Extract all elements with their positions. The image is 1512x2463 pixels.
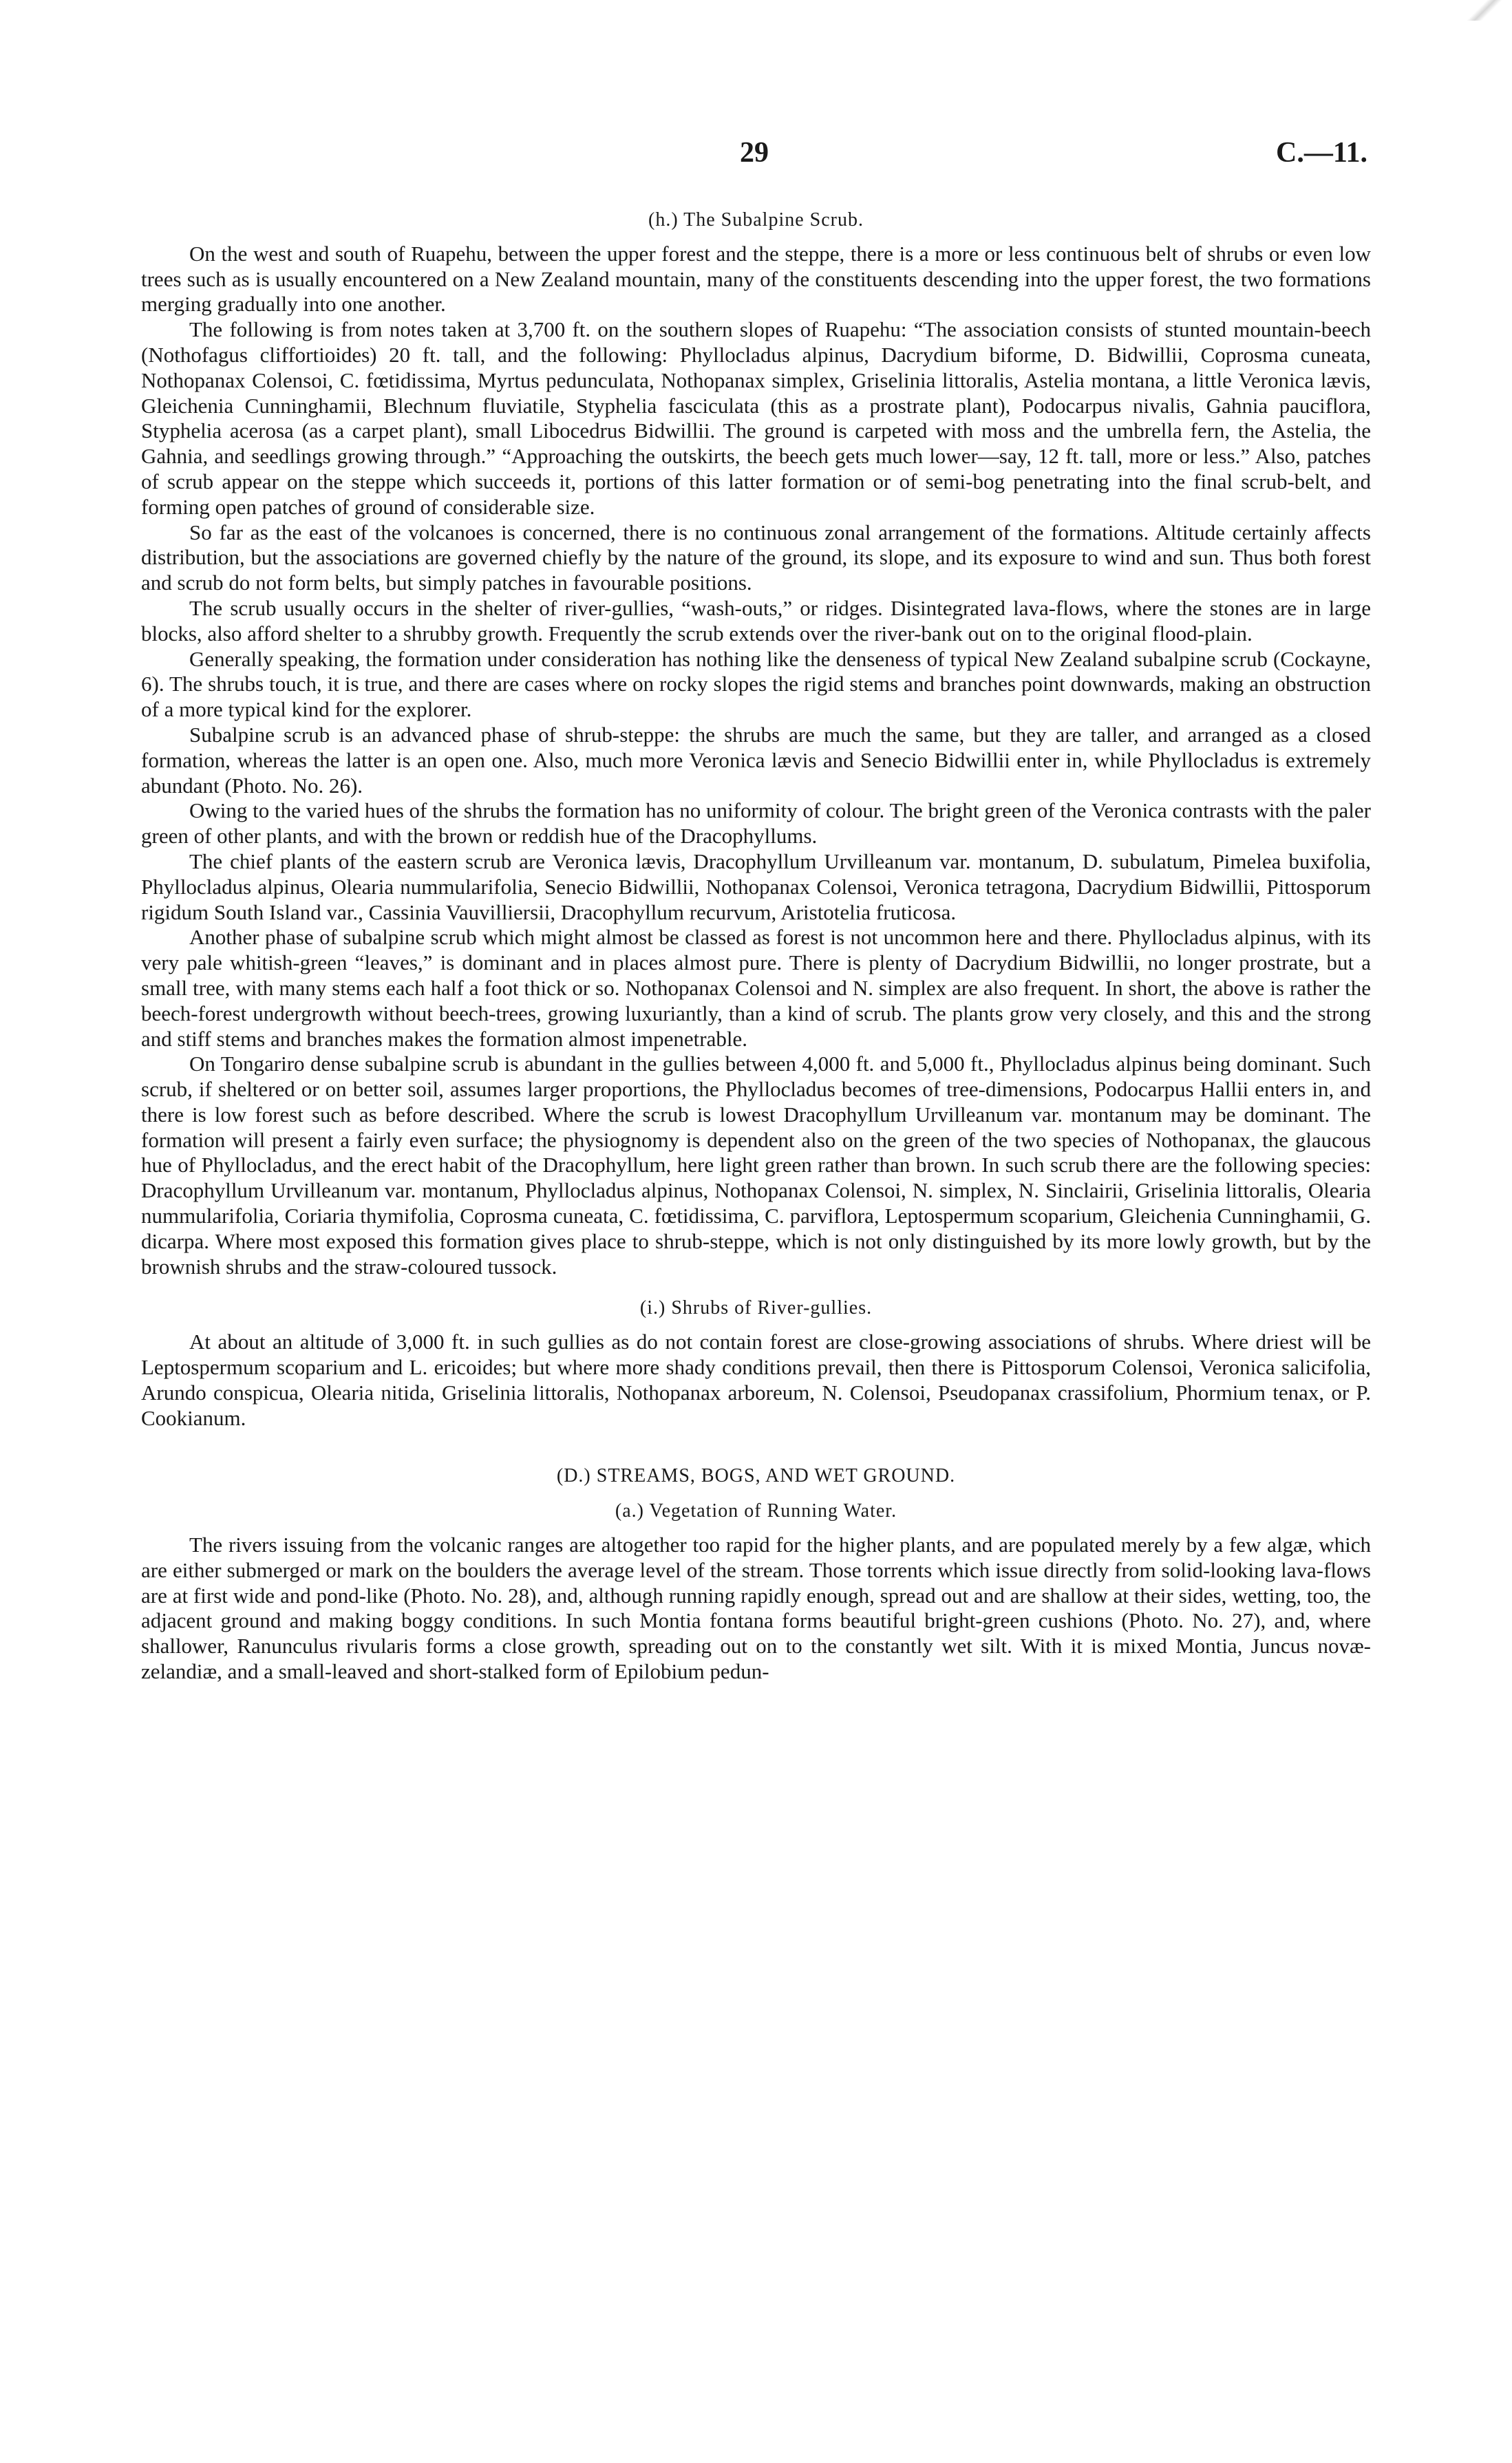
paragraph: At about an altitude of 3,000 ft. in such gullies as do not contain forest are close-growing associations of shrubs. Where driest will be Leptospermum scoparium and L. ericoides; but where more shady conditions prevail, then there is Pittosporum Colensoi, Veronica salicifolia, Arundo conspicua, Olearia nitida, Griselinia littoralis, Nothopanax arboreum, N. Colensoi, Pseudopanax crassifolium, Phormium tenax, or P. Cookianum. — [141, 1330, 1371, 1430]
paragraph: On Tongariro dense subalpine scrub is abundant in the gullies between 4,000 ft. and 5,000 ft., Phyllocladus alpinus being dominant. Such scrub, if sheltered or on better soil, assumes larger proportions, the Phyllocladus becomes of tree-dimensions, Podocarpus Hallii enters in, and there is low forest such as before described. Where the scrub is lowest Dracophyllum Urvilleanum var. montanum may be dominant. The formation will present a fairly even surface; the physiognomy is dependent also on the green of the two species of Nothopanax, the glaucous hue of Phyllocladus, and the erect habit of the Dracophyllum, here light green rather than brown. In such scrub there are the following species: Dracophyllum Urvilleanum var. montanum, Phyllocladus alpinus, Nothopanax Colensoi, N. simplex, N. Sinclairii, Griselinia littoralis, Olearia nummularifolia, Coriaria thymifolia, Coprosma cuneata, C. fœtidissima, C. parviflora, Leptospermum scoparium, Gleichenia Cunninghamii, G. dicarpa. Where most exposed this formation gives place to shrub-steppe, which is not only distinguished by its more lowly growth, but by the brownish shrubs and the straw-coloured tussock. — [141, 1052, 1371, 1279]
section-heading-running-water: (a.) Vegetation of Running Water. — [615, 1500, 897, 1522]
document-code: C.—11. — [1275, 137, 1367, 169]
scan-artifact — [1457, 0, 1512, 21]
section-heading-river-gullies: (i.) Shrubs of River-gullies. — [639, 1297, 873, 1319]
paragraph: Generally speaking, the formation under consideration has nothing like the denseness of typical New Zealand subalpine scrub (Cockayne, 6). The shrubs touch, it is true, and there are cases where on rocky slopes the rigid stems and branches point downwards, making an obstruction of a more typical kind for the explorer. — [141, 646, 1371, 722]
paragraph: The following is from notes taken at 3,700 ft. on the southern slopes of Ruapehu: “The association consists of stunted mountain-beech (Nothofagus cliffortioides) 20 ft. tall, and the following: Phyllocladus alpinus, Dacrydium biforme, D. Bidwillii, Coprosma cuneata, Nothopanax Colensoi, C. fœtidissima, Myrtus pedunculata, Nothopanax simplex, Griselinia littoralis, Astelia montana, a little Veronica lævis, Gleichenia Cunninghamii, Blechnum fluviatile, Styphelia fasciculata (this as a prostrate plant), Podocarpus nivalis, Gahnia pauciflora, Styphelia acerosa (as a carpet plant), small Libocedrus Bidwillii. The ground is carpeted with moss and the umbrella fern, the Astelia, the Gahnia, and seedlings growing through.” “Approaching the outskirts, the beech gets much lower—say, 12 ft. tall, more or less.” Also, patches of scrub appear on the steppe which succeeds it, portions of this latter formation or of semi-bog penetrating into the final scrub-belt, and forming open patches of ground of considerable size. — [141, 317, 1371, 519]
page-number: 29 — [740, 137, 769, 169]
paragraph: The rivers issuing from the volcanic ranges are altogether too rapid for the higher plants, and are populated merely by a few algæ, which are either submerged or mark on the boulders the average level of the stream. Those torrents which issue directly from solid-looking lava-flows are at first wide and pond-like (Photo. No. 28), and, although running rapidly enough, spread out and are shallow at their sides, wetting, too, the adjacent ground and making boggy conditions. In such Montia fontana forms beautiful bright-green cushions (Photo. No. 27), and, where shallower, Ranunculus rivularis forms a close growth, spreading out on to the constantly wet silt. With it is mixed Montia, Juncus novæ-zelandiæ, and a small-leaved and short-stalked form of Epilobium pedun- — [141, 1533, 1371, 1684]
paragraph: Owing to the varied hues of the shrubs the formation has no uniformity of colour. The bright green of the Veronica contrasts with the paler green of other plants, and with the brown or reddish hue of the Dracophyllums. — [141, 798, 1371, 849]
paragraph: The chief plants of the eastern scrub are Veronica lævis, Dracophyllum Urvilleanum var. montanum, D. subulatum, Pimelea buxifolia, Phyllocladus alpinus, Olearia nummularifolia, Senecio Bidwillii, Nothopanax Colensoi, Veronica tetragona, Dacrydium Bidwillii, Pittosporum rigidum South Island var., Cassinia Vauvilliersii, Dracophyllum recurvum, Aristotelia fruticosa. — [141, 849, 1371, 924]
section-heading-streams-bogs: (D.) STREAMS, BOGS, AND WET GROUND. — [556, 1465, 956, 1487]
paragraph: Another phase of subalpine scrub which might almost be classed as forest is not uncommon here and there. Phyllocladus alpinus, with its very pale whitish-green “leaves,” is dominant and in places almost pure. There is plenty of Dacrydium Bidwillii, no longer prostrate, but a small tree, with many stems each half a foot thick or so. Nothopanax Colensoi and N. simplex are also frequent. In short, the above is rather the beech-forest undergrowth without beech-trees, growing luxuriantly, than a kind of scrub. The plants grow very closely, and this and the strong and stiff stems and branches makes the formation almost impenetrable. — [141, 925, 1371, 1051]
page-body — [141, 206, 1371, 1685]
section-heading-subalpine-scrub: (h.) The Subalpine Scrub. — [648, 209, 864, 231]
paragraph: The scrub usually occurs in the shelter of river-gullies, “wash-outs,” or ridges. Disintegrated lava-flows, where the stones are in large blocks, also afford shelter to a shrubby growth. Frequently the scrub extends over the river-bank out on to the original flood-plain. — [141, 595, 1371, 646]
paragraph: On the west and south of Ruapehu, between the upper forest and the steppe, there is a more or less continuous belt of shrubs or even low trees such as is usually encountered on a New Zealand mountain, many of the constituents descending into the upper forest, the two formations merging gradually into one another. — [141, 241, 1371, 317]
paragraph: So far as the east of the volcanoes is concerned, there is no continuous zonal arrangement of the formations. Altitude certainly affects distribution, but the associations are governed chiefly by the nature of the ground, its slope, and its exposure to wind and sun. Thus both forest and scrub do not form belts, but simply patches in favourable positions. — [141, 520, 1371, 595]
paragraph: Subalpine scrub is an advanced phase of shrub-steppe: the shrubs are much the same, but they are taller, and arranged as a closed formation, whereas the latter is an open one. Also, much more Veronica lævis and Senecio Bidwillii enter in, while Phyllocladus is extremely abundant (Photo. No. 26). — [141, 722, 1371, 798]
page-header — [141, 136, 1367, 178]
